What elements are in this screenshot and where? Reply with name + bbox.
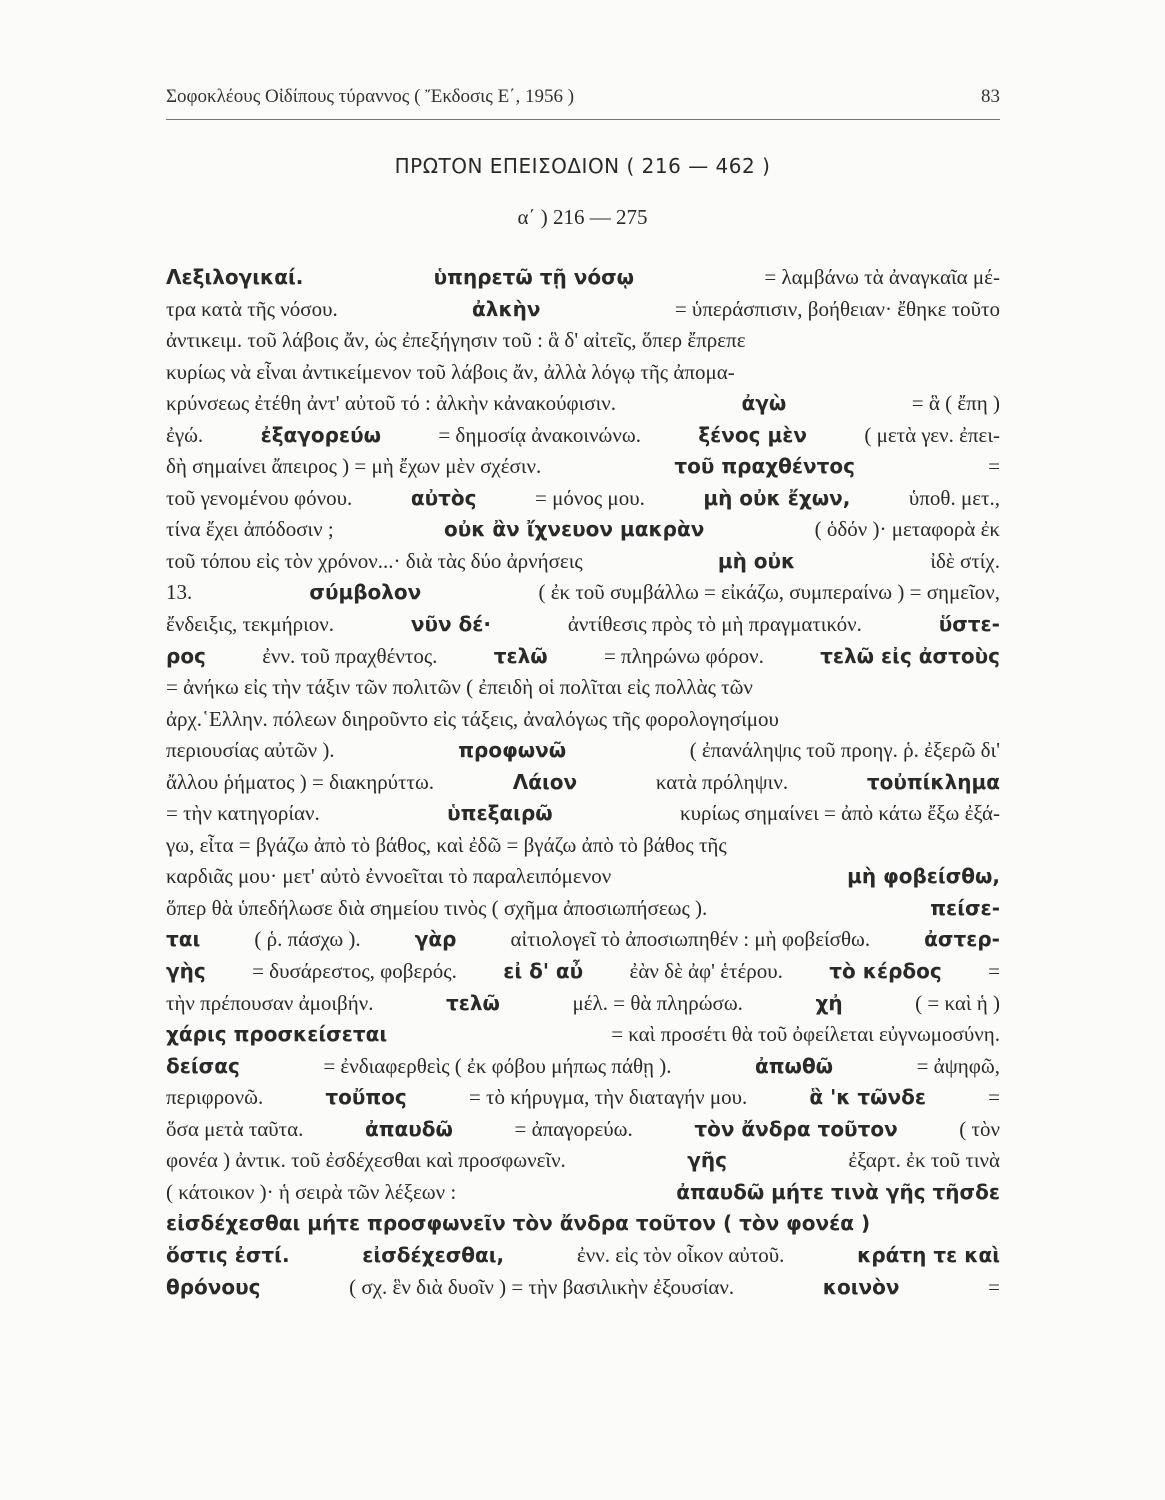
text-line — [166, 1145, 1000, 1177]
gloss-text: ( μετὰ γεν. ἐπει- — [864, 422, 1000, 447]
lemma-term: ἐξαγορεύω — [260, 422, 381, 447]
gloss-text: ( ὁδόν )· μεταφορὰ ἐκ — [814, 517, 1000, 542]
lemma-term: τοῦ πραχθέντος — [674, 454, 855, 479]
lemma-term: ὕστε- — [938, 612, 1000, 637]
text-line — [166, 388, 1000, 420]
text-line — [166, 483, 1000, 515]
lemma-term: ἀπαυδῶ μήτε τινὰ γῆς τῆσδε — [676, 1179, 1000, 1204]
gloss-text: ὅσα μετὰ ταῦτα. — [166, 1116, 304, 1141]
gloss-text: = καὶ προσέτι θὰ τοῦ ὀφείλεται εὐγνωμοσύνη. — [611, 1022, 1000, 1047]
lemma-term: ται — [166, 927, 201, 952]
running-head-title: Σοφοκλέους Οἰδίπους τύραννος ( Ἔκδοσις Ε΄, 1956 ) — [166, 86, 575, 107]
text-line — [166, 1019, 1000, 1051]
gloss-text: = ἀνήκω εἰς τὴν τάξιν τῶν πολιτῶν ( ἐπειδὴ οἱ πολῖται εἰς πολλὰς τῶν — [166, 675, 753, 700]
gloss-text: τρα κατὰ τῆς νόσου. — [166, 296, 338, 321]
gloss-text: ἐνν. τοῦ πραχθέντος. — [262, 643, 438, 668]
lemma-term: θρόνους — [166, 1274, 261, 1299]
gloss-text: μέλ. = θὰ πληρώσω. — [572, 990, 743, 1015]
text-line — [166, 1272, 1000, 1304]
gloss-text: ἀρχ.῾Ελλην. πόλεων διηροῦντο εἰς τάξεις, ἀναλόγως τῆς φορολογησίμου — [166, 706, 779, 731]
gloss-text: τοῦ γενομένου φόνου. — [166, 485, 353, 510]
page-number: 83 — [981, 86, 1000, 107]
gloss-text: τὴν πρέπουσαν ἀμοιβήν. — [166, 990, 374, 1015]
text-line — [166, 861, 1000, 893]
lemma-term: ἀπαυδῶ — [364, 1116, 453, 1141]
lemma-term: μὴ οὐκ — [717, 548, 796, 573]
gloss-text: ( = καὶ ἡ ) — [915, 990, 1000, 1015]
text-line — [166, 924, 1000, 956]
gloss-text: αἰτιολογεῖ τὸ ἀποσιωπηθέν : μὴ φοβείσθω. — [510, 927, 871, 952]
gloss-text: ὅπερ θὰ ὑπεδήλωσε διὰ σημείου τινὸς ( σχῆμα ἀποσιωπήσεως ). — [166, 895, 708, 920]
lemma-term: Λάιον — [512, 769, 578, 794]
gloss-text: ἔνδειξις, τεκμήριον. — [166, 612, 334, 637]
text-line — [166, 1082, 1000, 1114]
gloss-text: κυρίως νὰ εἶναι ἀντικείμενον τοῦ λάβοις ἄν, ἀλλὰ λόγῳ τῆς ἀπομα- — [166, 359, 735, 384]
gloss-text: = ἐνδιαφερθεὶς ( ἐκ φόβου μήπως πάθῃ ). — [323, 1053, 672, 1078]
gloss-text: καρδιᾶς μου· μετ' αὐτὸ ἐννοεῖται τὸ παραλειπόμενον — [166, 864, 612, 889]
lemma-term: κοινὸν — [822, 1274, 900, 1299]
lemma-term: χἠ — [815, 990, 843, 1015]
lemma-term: μὴ οὐκ ἔχων, — [703, 485, 851, 510]
lemma-term: τὸ κέρδος — [829, 959, 942, 984]
lemma-term: προφωνῶ — [458, 738, 567, 763]
running-head — [166, 86, 1000, 108]
text-line — [166, 735, 1000, 767]
lemma-term: γῆς — [687, 1148, 727, 1173]
text-line — [166, 1051, 1000, 1083]
lemma-term: ἀλκὴν — [472, 296, 541, 321]
lemma-term: ἃ 'κ τῶνδε — [809, 1085, 927, 1110]
lemma-term: δείσας — [166, 1053, 240, 1078]
lemma-term: γὰρ — [414, 927, 457, 952]
lemma-term: ρος — [166, 643, 206, 668]
gloss-text: ἐνν. εἰς τὸν οἶκον αὐτοῦ. — [576, 1242, 785, 1267]
gloss-text: ὑποθ. μετ., — [908, 485, 1000, 510]
gloss-text: ἐγώ. — [166, 422, 204, 447]
gloss-text: = — [988, 1085, 1000, 1110]
lemma-term: τελῶ εἰς ἀστοὺς — [820, 643, 1000, 668]
gloss-text: = ἃ ( ἔπη ) — [911, 391, 1000, 416]
lemma-term: νῦν δέ· — [410, 612, 492, 637]
header-rule — [166, 119, 1000, 120]
gloss-text: τίνα ἔχει ἀπόδοσιν ; — [166, 517, 334, 542]
text-line — [166, 767, 1000, 799]
lemma-term: μὴ φοβείσθω, — [847, 864, 1000, 889]
gloss-text: ( ῥ. πάσχω ). — [254, 927, 361, 952]
lemma-term: τοὔπος — [325, 1085, 407, 1110]
gloss-text: = ἀπαγορεύω. — [514, 1116, 633, 1141]
gloss-text: = ἀψηφῶ, — [916, 1053, 1000, 1078]
text-line — [166, 451, 1000, 483]
lemma-term: ὅστις ἐστί. — [166, 1242, 290, 1267]
lemma-term: τελῶ — [446, 990, 500, 1015]
text-line — [166, 1208, 1000, 1240]
lemma-term: τελῶ — [493, 643, 548, 668]
gloss-text: περιουσίας αὐτῶν ). — [166, 738, 335, 763]
lemma-term: ἀγὼ — [741, 391, 787, 416]
gloss-text: = ὑπεράσπισιν, βοήθειαν· ἔθηκε τοῦτο — [674, 296, 1000, 321]
lemma-term: αὐτὸς — [410, 485, 477, 510]
text-line — [166, 1177, 1000, 1209]
gloss-text: ( σχ. ἓν διὰ δυοῖν ) = τὴν βασιλικὴν ἐξουσίαν. — [349, 1274, 735, 1299]
text-line — [166, 1114, 1000, 1146]
text-line — [166, 893, 1000, 925]
text-line — [166, 641, 1000, 673]
lemma-term: ὑπηρετῶ τῇ νόσῳ — [433, 265, 635, 289]
lemma-term: τὸν ἄνδρα τοῦτον — [694, 1116, 898, 1141]
text-line — [166, 357, 1000, 389]
gloss-text: ( τὸν — [959, 1116, 1000, 1141]
gloss-text: = — [988, 959, 1000, 984]
gloss-text: = πληρώνω φόρον. — [603, 643, 764, 668]
gloss-text: ἄλλου ῥήματος ) = διακηρύττω. — [166, 769, 435, 794]
text-line — [166, 577, 1000, 609]
lemma-term: χάρις προσκείσεται — [166, 1022, 388, 1047]
gloss-text: ( κάτοικον )· ἡ σειρὰ τῶν λέξεων : — [166, 1179, 457, 1204]
gloss-text: = δυσάρεστος, φοβερός. — [252, 959, 457, 984]
text-line — [166, 704, 1000, 736]
text-line — [166, 988, 1000, 1020]
gloss-text: 13. — [166, 580, 193, 605]
gloss-text: γω, εἶτα = βγάζω ἀπὸ τὸ βάθος, καὶ ἐδῶ = βγάζω ἀπὸ τὸ βάθος τῆς — [166, 832, 727, 857]
gloss-text: ἐξαρτ. ἐκ τοῦ τινὰ — [848, 1148, 1000, 1173]
gloss-text: ἐὰν δὲ ἀφ' ἑτέρου. — [629, 959, 783, 984]
lemma-term: εἰσδέχεσθαι, — [362, 1242, 505, 1267]
gloss-text: = μόνος μου. — [535, 485, 645, 510]
gloss-text: τοῦ τόπου εἰς τὸν χρόνον...· διὰ τὰς δύο ἀρνήσεις — [166, 548, 583, 573]
gloss-text: περιφρονῶ. — [166, 1085, 264, 1110]
gloss-text: = δημοσίᾳ ἀνακοινώνω. — [438, 422, 641, 447]
section-subtitle: α΄ ) 216 — 275 — [517, 205, 648, 229]
gloss-text: ἀντίθεσις πρὸς τὸ μὴ πραγματικόν. — [567, 612, 862, 637]
text-line — [166, 262, 1000, 294]
lemma-term: Λεξιλογικαί. — [166, 265, 304, 289]
gloss-text: = λαμβάνω τὰ ἀναγκαῖα μέ- — [764, 265, 1000, 289]
text-line — [166, 830, 1000, 862]
gloss-text: = τὸ κήρυγμα, τὴν διαταγήν μου. — [468, 1085, 748, 1110]
text-line — [166, 1240, 1000, 1272]
gloss-text: κυρίως σημαίνει = ἀπὸ κάτω ἔξω ἐξά- — [680, 801, 1000, 826]
text-line — [166, 325, 1000, 357]
lemma-term: γὴς — [166, 959, 206, 984]
gloss-text: κρύνσεως ἐτέθη ἀντ' αὐτοῦ τό : ἀλκὴν κἀνακούφισιν. — [166, 391, 616, 416]
lemma-term: εἰσδέχεσθαι μήτε προσφωνεῖν τὸν ἄνδρα τοῦτον ( τὸν φονέα ) — [166, 1211, 871, 1236]
text-line — [166, 609, 1000, 641]
gloss-text: = — [988, 1274, 1000, 1299]
gloss-text: ( ἐπανάληψις τοῦ προηγ. ῥ. ἐξερῶ δι' — [689, 738, 1000, 763]
text-line — [166, 672, 1000, 704]
lemma-term: οὐκ ἂν ἴχνευον μακρὰν — [443, 517, 705, 542]
gloss-text: = τὴν κατηγορίαν. — [166, 801, 320, 826]
gloss-text: ( ἐκ τοῦ συμβάλλω = εἰκάζω, συμπεραίνω ) = σημεῖον, — [538, 580, 1000, 605]
lemma-term: ξένος μὲν — [698, 422, 807, 447]
gloss-text: ἀντικειμ. τοῦ λάβοις ἄν, ὡς ἐπεξήγησιν τοῦ : ἃ δ' αἰτεῖς, ὅπερ ἔπρεπε — [166, 328, 746, 353]
section-title: ΠΡΩΤΟΝ ΕΠΕΙΣΟΔΙΟΝ ( 216 — 462 ) — [394, 154, 771, 178]
lemma-term: κράτη τε καὶ — [857, 1242, 1000, 1267]
gloss-text: φονέα ) ἀντικ. τοῦ ἐσδέχεσθαι καὶ προσφωνεῖν. — [166, 1148, 566, 1173]
text-line — [166, 294, 1000, 326]
lemma-term: σύμβολον — [309, 580, 422, 605]
text-line — [166, 514, 1000, 546]
text-line — [166, 420, 1000, 452]
text-line — [166, 798, 1000, 830]
lemma-term: εἰ δ' αὖ — [503, 959, 584, 984]
lemma-term: ὑπεξαιρῶ — [447, 801, 553, 826]
gloss-text: = — [988, 454, 1000, 479]
text-line — [166, 546, 1000, 578]
commentary-text — [166, 262, 1000, 1303]
text-line — [166, 956, 1000, 988]
lemma-term: τοὐπίκλημα — [866, 769, 1000, 794]
lemma-term: πείσε- — [930, 895, 1000, 920]
gloss-text: κατὰ πρόληψιν. — [655, 769, 789, 794]
lemma-term: ἀπωθῶ — [755, 1053, 834, 1078]
gloss-text: ἰδὲ στίχ. — [930, 548, 1000, 573]
gloss-text: δὴ σημαίνει ἄπειρος ) = μὴ ἔχων μὲν σχέσιν. — [166, 454, 542, 479]
lemma-term: ἀστερ- — [924, 927, 1000, 952]
